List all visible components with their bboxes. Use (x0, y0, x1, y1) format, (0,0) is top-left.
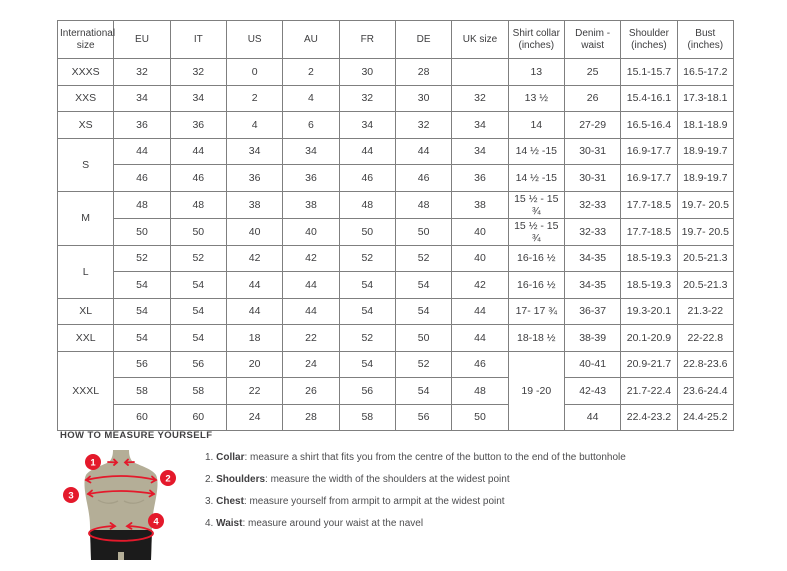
table-cell: 38 (226, 191, 282, 218)
table-cell: 42-43 (564, 378, 620, 405)
table-cell: 32-33 (564, 191, 620, 218)
table-cell: 32 (339, 85, 395, 112)
marker-2 (160, 470, 176, 486)
table-cell: 44 (339, 138, 395, 165)
column-header: EU (114, 21, 170, 59)
table-cell: 34 (339, 112, 395, 139)
table-cell: 44 (452, 325, 508, 352)
table-cell: XXL (58, 325, 114, 352)
column-header: US (226, 21, 282, 59)
table-cell (452, 59, 508, 86)
table-cell: 22-22.8 (677, 325, 733, 352)
table-cell: 44 (452, 298, 508, 325)
table-cell: 17.3-18.1 (677, 85, 733, 112)
step-text: : measure the width of the shoulders at the widest point (265, 474, 510, 485)
table-cell: 58 (114, 378, 170, 405)
column-header: IT (170, 21, 226, 59)
table-cell: 54 (339, 351, 395, 378)
step-text: : measure around your waist at the navel (242, 518, 424, 529)
table-row (58, 298, 734, 325)
table-cell: 32 (395, 112, 451, 139)
table-cell: 54 (339, 298, 395, 325)
table-cell: 15.4-16.1 (621, 85, 677, 112)
table-cell: 17.7-18.5 (621, 191, 677, 218)
table-row (58, 218, 734, 245)
table-cell: 14 (508, 112, 564, 139)
table-cell: 32 (114, 59, 170, 86)
step-label: Shoulders (216, 474, 266, 485)
table-cell: 44 (283, 272, 339, 299)
table-cell: 24 (226, 404, 282, 431)
table-cell: 40 (452, 245, 508, 272)
table-row (58, 112, 734, 139)
table-cell: 2 (226, 85, 282, 112)
table-cell: 20.1-20.9 (621, 325, 677, 352)
step-number: 2. (205, 474, 214, 485)
measure-step-4 (205, 517, 626, 531)
table-cell: S (58, 138, 114, 191)
table-cell: 30-31 (564, 165, 620, 192)
column-header: International size (58, 21, 114, 59)
column-header: Shirt collar (inches) (508, 21, 564, 59)
table-cell: 52 (395, 351, 451, 378)
table-cell: 34-35 (564, 245, 620, 272)
table-cell: 46 (395, 165, 451, 192)
table-cell: 54 (114, 272, 170, 299)
table-cell: 24 (283, 351, 339, 378)
table-cell: 38 (452, 191, 508, 218)
table-cell: 36 (452, 165, 508, 192)
table-cell: 44 (170, 138, 226, 165)
table-cell: 18-18 ½ (508, 325, 564, 352)
table-cell: 46 (339, 165, 395, 192)
table-cell: 44 (114, 138, 170, 165)
table-cell: 54 (395, 378, 451, 405)
measure-step-2 (205, 473, 626, 487)
table-cell: 21.3-22 (677, 298, 733, 325)
step-label: Chest (216, 496, 244, 507)
step-text: : measure yourself from armpit to armpit at the widest point (243, 496, 505, 507)
marker-1 (85, 454, 101, 470)
step-label: Waist (216, 518, 243, 529)
table-cell: 22.4-23.2 (621, 404, 677, 431)
table-row (58, 272, 734, 299)
table-cell: 50 (395, 325, 451, 352)
table-cell: 40-41 (564, 351, 620, 378)
table-cell: 4 (283, 85, 339, 112)
table-cell: XXXS (58, 59, 114, 86)
table-row (58, 85, 734, 112)
mannequin-figure (62, 447, 194, 566)
svg-text:2: 2 (165, 473, 171, 485)
svg-text:4: 4 (153, 516, 159, 528)
table-cell: XXS (58, 85, 114, 112)
table-cell: 44 (564, 404, 620, 431)
table-cell: 16.5-16.4 (621, 112, 677, 139)
table-cell: 40 (283, 218, 339, 245)
table-cell: 50 (339, 218, 395, 245)
table-row (58, 351, 734, 378)
step-label: Collar (216, 452, 245, 463)
table-cell: 34 (170, 85, 226, 112)
table-cell: 26 (283, 378, 339, 405)
table-cell: 42 (283, 245, 339, 272)
table-cell: 60 (170, 404, 226, 431)
table-cell: 18.9-19.7 (677, 165, 733, 192)
table-cell: 16.9-17.7 (621, 138, 677, 165)
table-cell: 13 (508, 59, 564, 86)
table-cell: 54 (170, 272, 226, 299)
table-cell: 46 (170, 165, 226, 192)
table-cell: 30 (339, 59, 395, 86)
table-cell: 44 (395, 138, 451, 165)
table-cell: 36 (170, 112, 226, 139)
column-header: AU (283, 21, 339, 59)
table-cell: 20.5-21.3 (677, 245, 733, 272)
table-cell: 36-37 (564, 298, 620, 325)
table-cell: 42 (226, 245, 282, 272)
table-cell: 52 (395, 245, 451, 272)
table-cell: 4 (226, 112, 282, 139)
size-chart (57, 20, 734, 431)
table-cell: XXXL (58, 351, 114, 431)
table-cell: 15 ½ - 15 ¾ (508, 191, 564, 218)
table-cell: 36 (114, 112, 170, 139)
table-cell: 23.6-24.4 (677, 378, 733, 405)
table-cell: 34 (452, 138, 508, 165)
table-cell: 15 ½ - 15 ¾ (508, 218, 564, 245)
table-cell: 50 (114, 218, 170, 245)
table-cell: 44 (283, 298, 339, 325)
table-cell: 52 (114, 245, 170, 272)
table-cell: 52 (170, 245, 226, 272)
table-cell: 46 (114, 165, 170, 192)
table-cell: 52 (339, 325, 395, 352)
table-cell: 52 (339, 245, 395, 272)
table-cell: 50 (395, 218, 451, 245)
table-cell: XL (58, 298, 114, 325)
table-cell: 50 (170, 218, 226, 245)
table-cell: 17.7-18.5 (621, 218, 677, 245)
column-header: Shoulder (inches) (621, 21, 677, 59)
table-cell: 20.5-21.3 (677, 272, 733, 299)
svg-text:1: 1 (90, 457, 96, 469)
table-cell: 58 (170, 378, 226, 405)
table-cell: 32 (452, 85, 508, 112)
table-cell: 16.5-17.2 (677, 59, 733, 86)
table-cell: 19.3-20.1 (621, 298, 677, 325)
measure-step-1 (205, 451, 626, 465)
table-cell: 24.4-25.2 (677, 404, 733, 431)
table-cell: 42 (452, 272, 508, 299)
table-cell: 30-31 (564, 138, 620, 165)
table-cell: 14 ½ -15 (508, 165, 564, 192)
table-cell: 27-29 (564, 112, 620, 139)
table-row (58, 138, 734, 165)
step-text: : measure a shirt that fits you from the centre of the button to the end of the buttonhole (244, 452, 626, 463)
column-header: Bust (inches) (677, 21, 733, 59)
table-cell: 18.9-19.7 (677, 138, 733, 165)
table-cell: 25 (564, 59, 620, 86)
table-row (58, 191, 734, 218)
table-cell: 58 (339, 404, 395, 431)
table-row (58, 245, 734, 272)
table-cell: 36 (283, 165, 339, 192)
table-cell: 22 (226, 378, 282, 405)
table-cell: 16.9-17.7 (621, 165, 677, 192)
table-cell: 15.1-15.7 (621, 59, 677, 86)
table-cell: 56 (339, 378, 395, 405)
table-cell: 44 (226, 272, 282, 299)
table-cell: 54 (339, 272, 395, 299)
table-cell: 54 (170, 298, 226, 325)
table-row (58, 325, 734, 352)
table-cell: 34 (452, 112, 508, 139)
table-cell: 2 (283, 59, 339, 86)
table-cell: 54 (395, 298, 451, 325)
column-header: UK size (452, 21, 508, 59)
measure-heading: HOW TO MEASURE YOURSELF (60, 430, 213, 441)
table-cell: 30 (395, 85, 451, 112)
table-cell: 56 (114, 351, 170, 378)
table-cell: 60 (114, 404, 170, 431)
table-cell: 20.9-21.7 (621, 351, 677, 378)
table-cell: 14 ½ -15 (508, 138, 564, 165)
column-header: Denim - waist (564, 21, 620, 59)
table-cell: 18.5-19.3 (621, 245, 677, 272)
table-cell: 40 (226, 218, 282, 245)
step-number: 1. (205, 452, 214, 463)
table-cell: 48 (452, 378, 508, 405)
table-cell: 19 -20 (508, 351, 564, 431)
table-row (58, 378, 734, 405)
table-cell: 56 (395, 404, 451, 431)
table-cell: 19.7- 20.5 (677, 218, 733, 245)
table-cell: 18.1-18.9 (677, 112, 733, 139)
table-cell: 28 (283, 404, 339, 431)
table-cell: M (58, 191, 114, 245)
table-cell: 38 (283, 191, 339, 218)
marker-3 (63, 487, 79, 503)
table-cell: 22 (283, 325, 339, 352)
table-cell: 48 (170, 191, 226, 218)
table-cell: 20 (226, 351, 282, 378)
table-row (58, 404, 734, 431)
table-cell: 26 (564, 85, 620, 112)
table-cell: 32 (170, 59, 226, 86)
table-cell: 16-16 ½ (508, 272, 564, 299)
table-cell: 54 (395, 272, 451, 299)
table-cell: 54 (114, 298, 170, 325)
table-cell: 18 (226, 325, 282, 352)
table-cell: 48 (395, 191, 451, 218)
table-cell: 32-33 (564, 218, 620, 245)
table-cell: 34 (114, 85, 170, 112)
measure-step-3 (205, 495, 626, 509)
table-cell: 48 (339, 191, 395, 218)
step-number: 3. (205, 496, 214, 507)
table-cell: 18.5-19.3 (621, 272, 677, 299)
table-cell: 46 (452, 351, 508, 378)
table-cell: 34 (283, 138, 339, 165)
step-number: 4. (205, 518, 214, 529)
table-cell: 38-39 (564, 325, 620, 352)
table-cell: XS (58, 112, 114, 139)
table-cell: 28 (395, 59, 451, 86)
table-cell: 6 (283, 112, 339, 139)
size-chart-table (57, 20, 734, 431)
column-header: FR (339, 21, 395, 59)
table-cell: 34-35 (564, 272, 620, 299)
table-cell: 54 (114, 325, 170, 352)
table-cell: 50 (452, 404, 508, 431)
table-cell: 56 (170, 351, 226, 378)
marker-4 (148, 513, 164, 529)
table-cell: 34 (226, 138, 282, 165)
table-cell: 36 (226, 165, 282, 192)
table-row (58, 59, 734, 86)
table-cell: 16-16 ½ (508, 245, 564, 272)
table-cell: 44 (226, 298, 282, 325)
table-cell: 48 (114, 191, 170, 218)
table-cell: 22.8-23.6 (677, 351, 733, 378)
table-cell: 0 (226, 59, 282, 86)
measure-steps (205, 451, 626, 539)
svg-text:3: 3 (68, 490, 74, 502)
table-cell: L (58, 245, 114, 298)
table-cell: 40 (452, 218, 508, 245)
size-chart-header (58, 21, 734, 59)
table-cell: 19.7- 20.5 (677, 191, 733, 218)
table-cell: 17- 17 ¾ (508, 298, 564, 325)
table-cell: 54 (170, 325, 226, 352)
table-cell: 13 ½ (508, 85, 564, 112)
column-header: DE (395, 21, 451, 59)
table-row (58, 165, 734, 192)
table-cell: 21.7-22.4 (621, 378, 677, 405)
